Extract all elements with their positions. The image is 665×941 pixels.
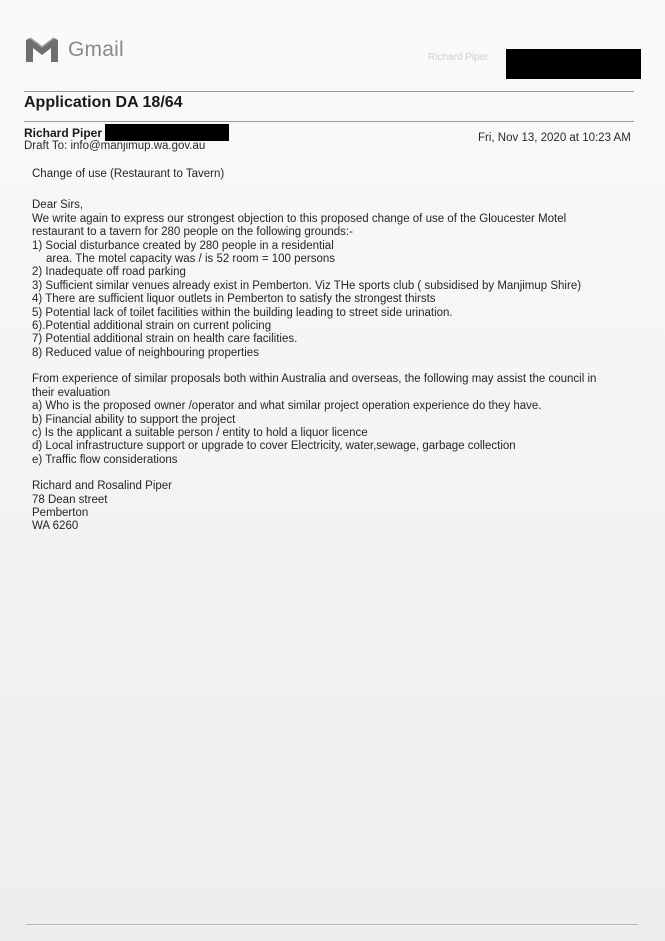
ground-item: 2) Inadequate off road parking <box>32 266 186 279</box>
header-divider <box>24 91 634 92</box>
body-intro-line: We write again to express our strongest objection to this proposed change of use of the Gloucester Motel <box>32 212 567 225</box>
assist-point: d) Local infrastructure support or upgrade to cover Electricity, water,sewage, garbage collection <box>32 440 516 453</box>
body-experience-line: From experience of similar proposals both within Australia and overseas, the following may assist the council in <box>32 373 597 386</box>
ground-item: 1) Social disturbance created by 280 people in a residential <box>32 239 334 252</box>
assist-point: c) Is the applicant a suitable person / entity to hold a liquor licence <box>32 426 368 439</box>
ground-item: 4) There are sufficient liquor outlets in Pemberton to satisfy the strongest thirsts <box>32 293 436 306</box>
signature-line: Pemberton <box>32 506 89 519</box>
body-experience-line: their evaluation <box>32 386 110 399</box>
draft-recipient: Draft To: info@manjimup.wa.gov.au <box>24 140 206 152</box>
redaction-bar-header <box>506 49 641 79</box>
redaction-bar-sender <box>105 124 229 141</box>
assist-point: a) Who is the proposed owner /operator and what similar project operation experience do they have. <box>32 400 542 413</box>
signature-line: 78 Dean street <box>32 493 108 506</box>
body-salutation: Dear Sirs, <box>32 199 84 212</box>
signature-line: WA 6260 <box>32 520 79 533</box>
sender-row <box>24 124 229 141</box>
email-date: Fri, Nov 13, 2020 at 10:23 AM <box>478 132 631 144</box>
ground-item-continuation: area. The motel capacity was / is 52 room = 100 persons <box>46 253 336 266</box>
page-bottom-rule <box>26 924 638 925</box>
gmail-logo <box>24 36 124 64</box>
header-user-name: Richard Piper <box>428 52 489 63</box>
sender-name: Richard Piper <box>24 125 103 140</box>
subject-divider <box>24 121 634 122</box>
assist-point: e) Traffic flow considerations <box>32 453 178 466</box>
gmail-wordmark: Gmail <box>68 38 124 61</box>
signature-line: Richard and Rosalind Piper <box>32 480 172 493</box>
ground-item: 6).Potential additional strain on current policing <box>32 320 272 333</box>
body-intro-line: restaurant to a tavern for 280 people on the following grounds:- <box>32 226 353 239</box>
ground-item: 5) Potential lack of toilet facilities within the building leading to street side urination. <box>32 306 453 319</box>
ground-item: 3) Sufficient similar venues already exist in Pemberton. Viz THe sports club ( subsidised by Manjimup Shire) <box>32 279 582 292</box>
body-topic: Change of use (Restaurant to Tavern) <box>32 168 225 180</box>
ground-item: 8) Reduced value of neighbouring properties <box>32 346 259 359</box>
assist-point: b) Financial ability to support the project <box>32 413 236 426</box>
email-subject: Application DA 18/64 <box>24 94 183 111</box>
email-body <box>32 168 622 534</box>
ground-item: 7) Potential additional strain on health care facilities. <box>32 333 298 346</box>
gmail-m-icon <box>24 36 60 64</box>
